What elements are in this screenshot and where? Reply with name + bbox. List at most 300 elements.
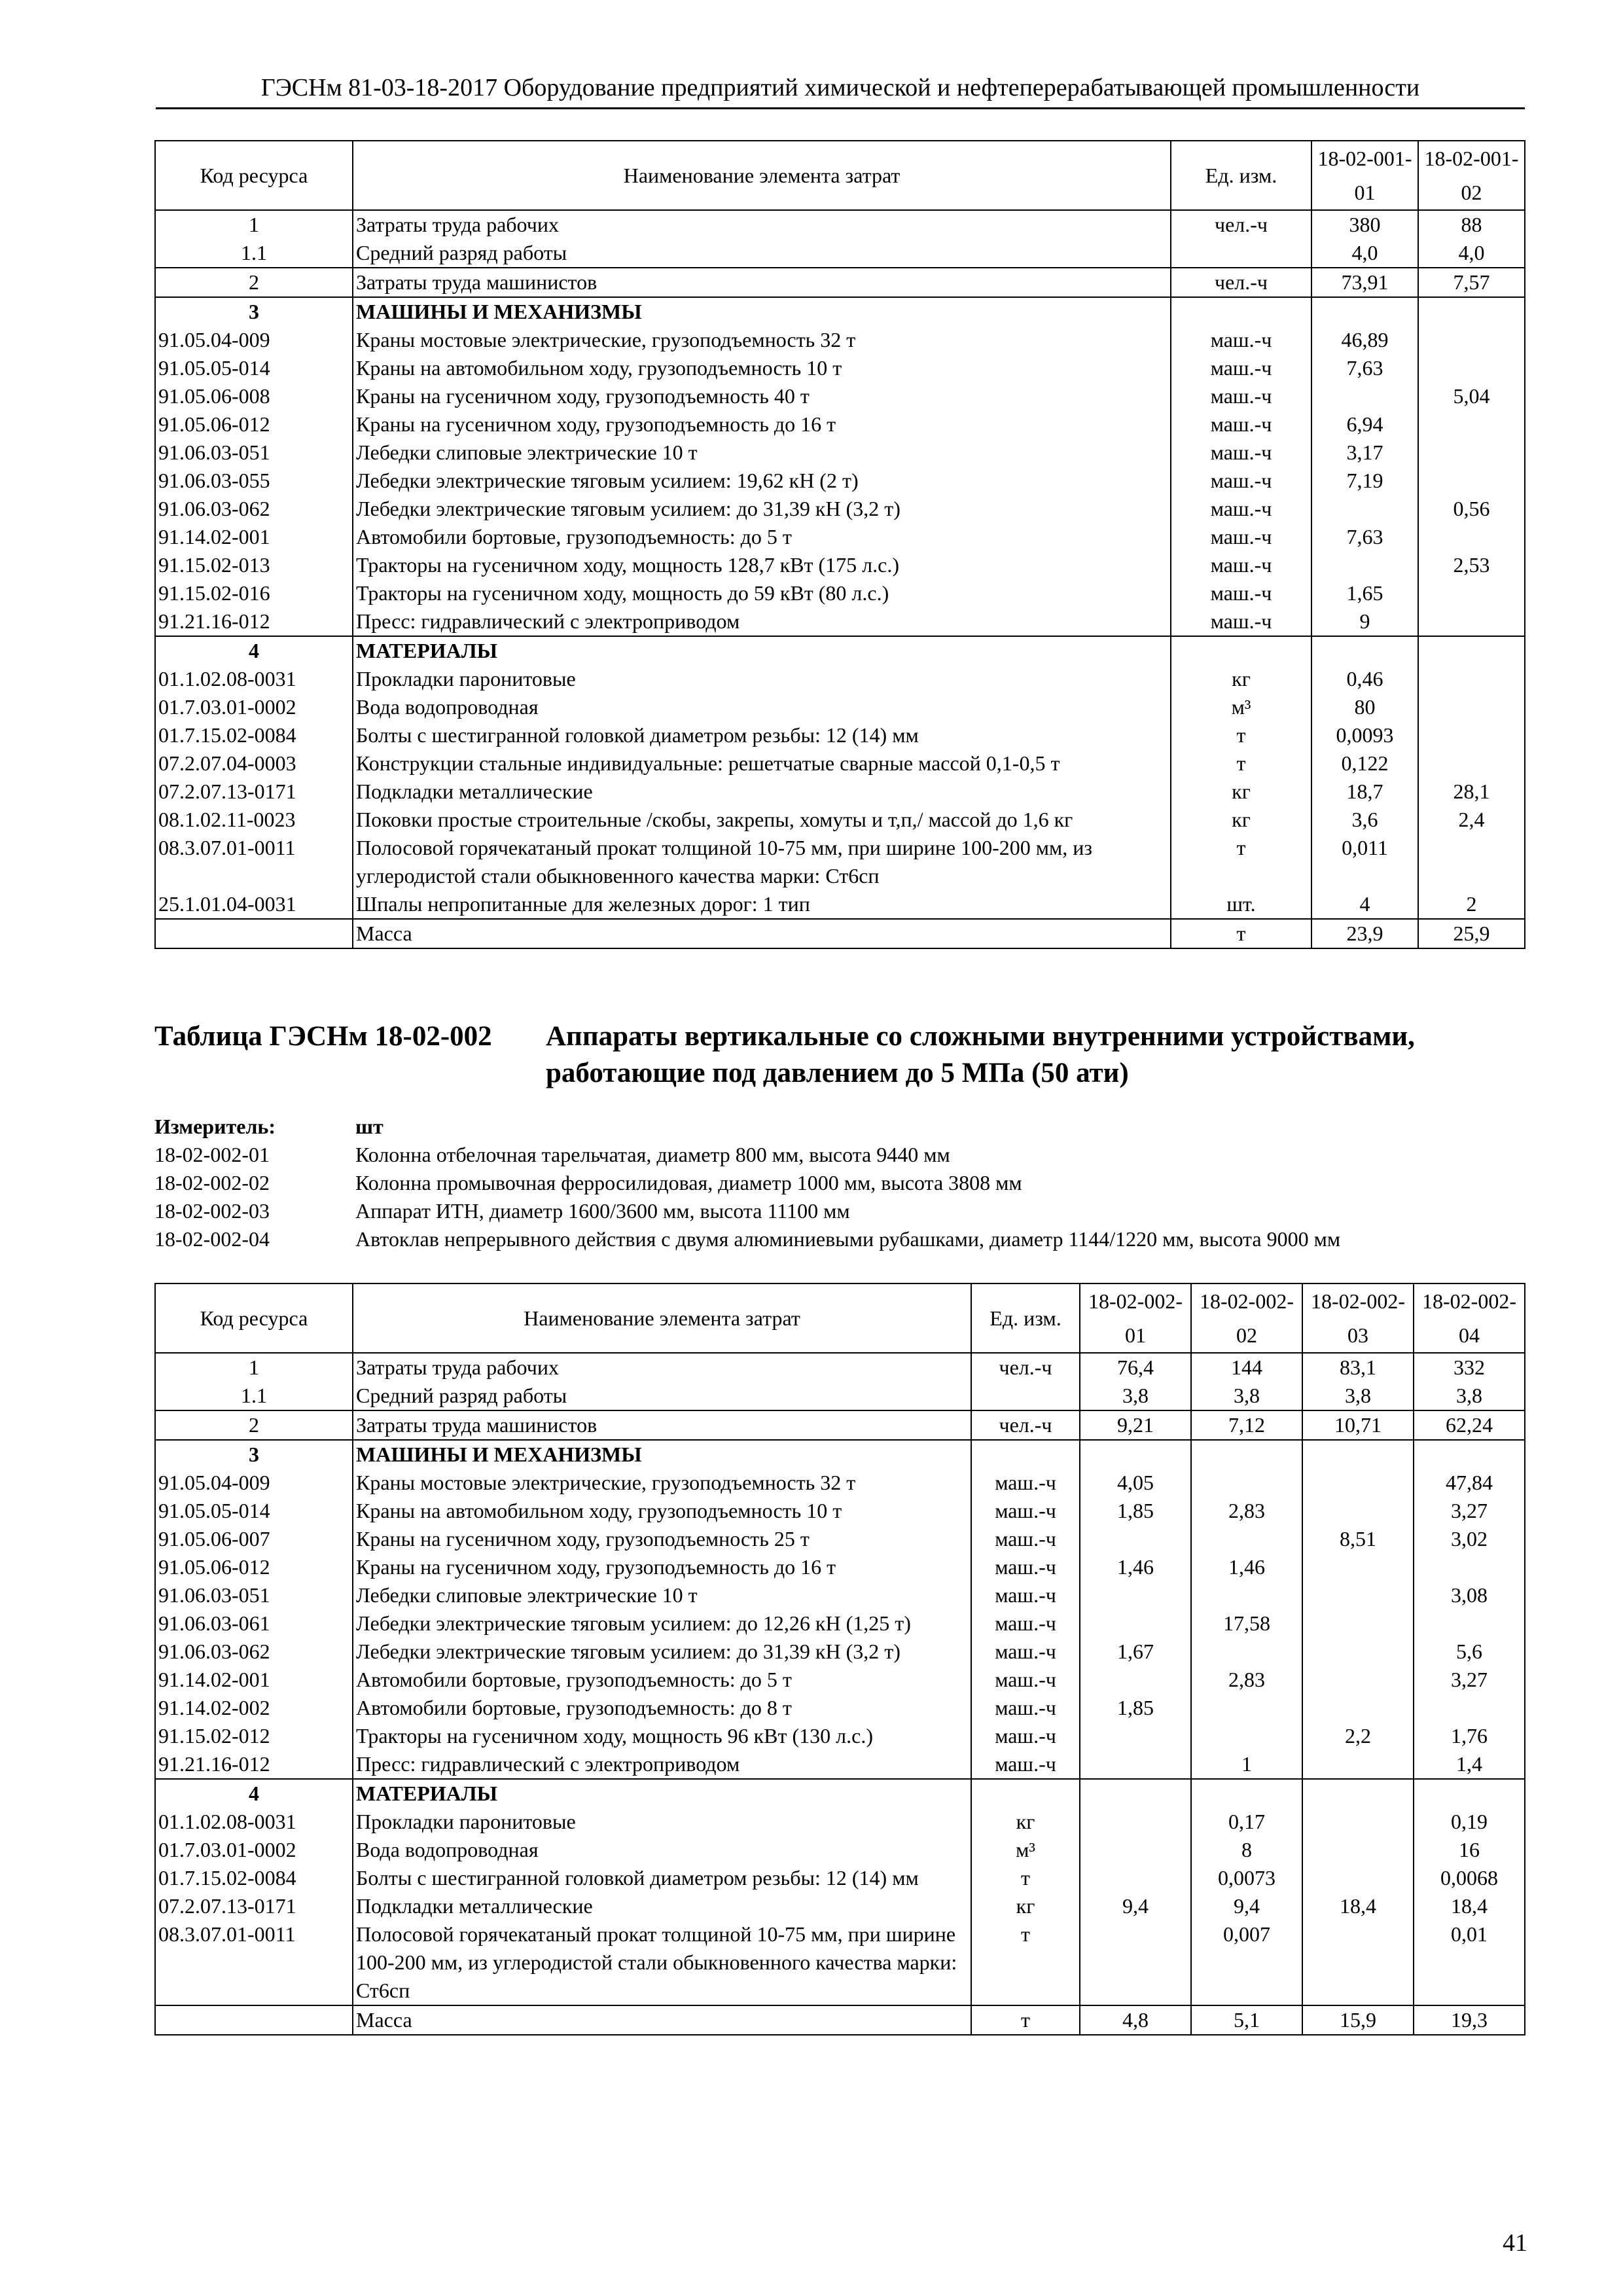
- resource-name: Масса: [353, 2005, 971, 2035]
- resource-code: 91.14.02-001: [155, 523, 353, 551]
- resource-value: 17,58: [1191, 1609, 1302, 1638]
- resource-unit: маш.-ч: [1171, 523, 1311, 551]
- table-row: [155, 1382, 1525, 1410]
- resource-value: [1311, 382, 1418, 410]
- column-header: 18-02-001-02: [1418, 141, 1525, 210]
- meter-value: шт: [355, 1115, 383, 1138]
- resource-unit: кг: [1171, 665, 1311, 693]
- resource-name: МАШИНЫ И МЕХАНИЗМЫ: [353, 1440, 971, 1469]
- table-row: [155, 1581, 1525, 1609]
- resource-value: 144: [1191, 1353, 1302, 1382]
- table-row: [155, 326, 1525, 354]
- column-header: Ед. изм.: [1171, 141, 1311, 210]
- resource-code: 1: [155, 210, 353, 239]
- resource-code: 4: [155, 636, 353, 665]
- resource-value: [1080, 1666, 1191, 1694]
- resource-value: [1418, 693, 1525, 721]
- table-row: [155, 239, 1525, 268]
- table-row: [155, 1525, 1525, 1553]
- meter-item-code: 18-02-002-04: [154, 1227, 270, 1251]
- resource-value: [1302, 1808, 1414, 1836]
- resource-value: [1418, 607, 1525, 636]
- resource-name: Прокладки паронитовые: [353, 665, 1171, 693]
- resource-value: [1302, 1469, 1414, 1497]
- resource-value: [1302, 1666, 1414, 1694]
- resource-name: Пресс: гидравлический с электроприводом: [353, 607, 1171, 636]
- resource-code: 3: [155, 1440, 353, 1469]
- resource-value: 1,76: [1414, 1722, 1525, 1750]
- resource-value: 0,122: [1311, 749, 1418, 778]
- resource-value: [1302, 1864, 1414, 1892]
- table-row: [155, 579, 1525, 607]
- resource-value: 1,67: [1080, 1638, 1191, 1666]
- meter-item-text: Колонна промывочная ферросилидовая, диаметр 1000 мм, высота 3808 мм: [355, 1171, 1022, 1194]
- resource-value: 5,1: [1191, 2005, 1302, 2035]
- page-number: 41: [1503, 2229, 1527, 2257]
- resource-value: 7,12: [1191, 1410, 1302, 1440]
- table-row: [155, 1750, 1525, 1779]
- resource-name: Шпалы непропитанные для железных дорог: 1 тип: [353, 890, 1171, 919]
- resource-value: [1302, 1638, 1414, 1666]
- resource-value: [1418, 749, 1525, 778]
- resource-value: [1191, 1779, 1302, 1808]
- resource-code: 91.15.02-012: [155, 1722, 353, 1750]
- resource-value: 18,4: [1302, 1892, 1414, 1920]
- meter-label: Измеритель:: [154, 1115, 276, 1138]
- resource-name: Краны на гусеничном ходу, грузоподъемность до 16 т: [353, 1553, 971, 1581]
- resource-unit: маш.-ч: [971, 1609, 1080, 1638]
- resource-name: МАТЕРИАЛЫ: [353, 636, 1171, 665]
- resource-name: Пресс: гидравлический с электроприводом: [353, 1750, 971, 1779]
- resource-code: 4: [155, 1779, 353, 1808]
- resource-value: 10,71: [1302, 1410, 1414, 1440]
- resource-name: Затраты труда рабочих: [353, 1353, 971, 1382]
- resource-value: 46,89: [1311, 326, 1418, 354]
- resource-unit: т: [1171, 721, 1311, 749]
- table-row: [155, 1497, 1525, 1525]
- resource-name: Болты с шестигранной головкой диаметром резьбы: 12 (14) мм: [353, 721, 1171, 749]
- running-header: ГЭСНм 81-03-18-2017 Оборудование предприятий химической и нефтеперерабатывающей промышленности: [156, 73, 1525, 109]
- column-header: Код ресурса: [155, 1283, 353, 1353]
- resource-unit: шт.: [1171, 890, 1311, 919]
- meter-item: [154, 1225, 1529, 1253]
- resource-value: [1418, 721, 1525, 749]
- resource-code: 1.1: [155, 239, 353, 268]
- resource-value: 4: [1311, 890, 1418, 919]
- resource-value: 18,7: [1311, 778, 1418, 806]
- resource-code: 01.7.03.01-0002: [155, 1836, 353, 1864]
- resource-unit: маш.-ч: [1171, 382, 1311, 410]
- resource-code: 91.14.02-001: [155, 1666, 353, 1694]
- resource-unit: чел.-ч: [1171, 268, 1311, 297]
- resource-code: 01.7.15.02-0084: [155, 1864, 353, 1892]
- meter-item-text: Колонна отбелочная тарельчатая, диаметр 800 мм, высота 9440 мм: [355, 1143, 950, 1166]
- resource-value: 3,08: [1414, 1581, 1525, 1609]
- column-header: Ед. изм.: [971, 1283, 1080, 1353]
- resource-name: Лебедки электрические тяговым усилием: до 31,39 кН (3,2 т): [353, 1638, 971, 1666]
- resource-value: 7,63: [1311, 523, 1418, 551]
- resource-value: [1191, 1694, 1302, 1722]
- resource-value: [1302, 1440, 1414, 1469]
- resource-code: 2: [155, 1410, 353, 1440]
- resource-value: 76,4: [1080, 1353, 1191, 1382]
- table-row: [155, 806, 1525, 834]
- resource-unit: т: [971, 1920, 1080, 2005]
- resource-name: Краны на автомобильном ходу, грузоподъемность 10 т: [353, 1497, 971, 1525]
- resource-value: [1302, 1920, 1414, 2005]
- table-row: [155, 297, 1525, 326]
- resource-code: 91.06.03-051: [155, 439, 353, 467]
- resource-value: [1418, 636, 1525, 665]
- resource-unit: [1171, 636, 1311, 665]
- resource-value: 0,01: [1414, 1920, 1525, 2005]
- resource-value: [1418, 579, 1525, 607]
- resource-value: [1080, 1581, 1191, 1609]
- resource-value: [1302, 1694, 1414, 1722]
- resource-code: 07.2.07.04-0003: [155, 749, 353, 778]
- resource-value: 0,0093: [1311, 721, 1418, 749]
- resource-code: 91.05.06-007: [155, 1525, 353, 1553]
- resource-value: [1191, 1440, 1302, 1469]
- table-row: [155, 354, 1525, 382]
- table-heading-title: Аппараты вертикальные со сложными внутренними устройствами, работающие под давлением до 5 МПа (50 ати): [546, 1021, 1415, 1088]
- resource-unit: маш.-ч: [1171, 467, 1311, 495]
- resource-value: [1080, 1722, 1191, 1750]
- table-heading-label: Таблица ГЭСНм 18-02-002: [154, 1021, 492, 1052]
- table-row: [155, 1440, 1525, 1469]
- resource-unit: чел.-ч: [1171, 210, 1311, 239]
- resource-code: 01.1.02.08-0031: [155, 665, 353, 693]
- resource-value: 3,02: [1414, 1525, 1525, 1553]
- column-header: 18-02-002-02: [1191, 1283, 1302, 1353]
- table-row: [155, 1666, 1525, 1694]
- resource-value: 28,1: [1418, 778, 1525, 806]
- resource-value: [1418, 326, 1525, 354]
- resource-value: 7,19: [1311, 467, 1418, 495]
- table-row: [155, 1779, 1525, 1808]
- resource-value: 0,19: [1414, 1808, 1525, 1836]
- resource-value: 2: [1418, 890, 1525, 919]
- resource-name: МАШИНЫ И МЕХАНИЗМЫ: [353, 297, 1171, 326]
- resource-value: [1080, 1750, 1191, 1779]
- resource-name: МАТЕРИАЛЫ: [353, 1779, 971, 1808]
- resource-value: 2,4: [1418, 806, 1525, 834]
- resource-name: Лебедки слиповые электрические 10 т: [353, 439, 1171, 467]
- resource-value: [1080, 1864, 1191, 1892]
- table-row: [155, 721, 1525, 749]
- resource-unit: т: [971, 2005, 1080, 2035]
- resource-unit: м³: [1171, 693, 1311, 721]
- meter-item-code: 18-02-002-02: [154, 1171, 270, 1194]
- resource-value: [1080, 1440, 1191, 1469]
- resource-unit: [1171, 297, 1311, 326]
- resource-name: Затраты труда машинистов: [353, 268, 1171, 297]
- resource-value: 7,57: [1418, 268, 1525, 297]
- meter-item-code: 18-02-002-01: [154, 1143, 270, 1166]
- resource-value: [1311, 551, 1418, 579]
- meter-item-code: 18-02-002-03: [154, 1199, 270, 1223]
- table-row: [155, 210, 1525, 239]
- table-header-row: [155, 1283, 1525, 1353]
- resource-name: Краны на гусеничном ходу, грузоподъемность 25 т: [353, 1525, 971, 1553]
- resource-value: 6,94: [1311, 410, 1418, 439]
- resource-unit: кг: [1171, 778, 1311, 806]
- table-row: [155, 607, 1525, 636]
- resource-name: Средний разряд работы: [353, 239, 1171, 268]
- table-row: [155, 410, 1525, 439]
- resource-value: 3,8: [1414, 1382, 1525, 1410]
- resource-code: 3: [155, 297, 353, 326]
- resource-value: 1,46: [1080, 1553, 1191, 1581]
- resource-code: 91.05.04-009: [155, 1469, 353, 1497]
- table-row: [155, 919, 1525, 948]
- resource-unit: кг: [971, 1808, 1080, 1836]
- resource-code: 91.14.02-002: [155, 1694, 353, 1722]
- resource-value: 8,51: [1302, 1525, 1414, 1553]
- resource-name: Тракторы на гусеничном ходу, мощность до 59 кВт (80 л.с.): [353, 579, 1171, 607]
- resource-unit: т: [1171, 919, 1311, 948]
- resource-value: [1418, 523, 1525, 551]
- resource-code: 1.1: [155, 1382, 353, 1410]
- meter-item: [154, 1141, 1529, 1169]
- table-row: [155, 1920, 1525, 2005]
- resource-value: [1311, 495, 1418, 523]
- resource-name: Поковки простые строительные /скобы, закрепы, хомуты и т,п,/ массой до 1,6 кг: [353, 806, 1171, 834]
- resource-code: 08.3.07.01-0011: [155, 1920, 353, 2005]
- resource-name: Полосовой горячекатаный прокат толщиной 10-75 мм, при ширине 100-200 мм, из углеродистой стали обыкновенного качества марки: Ст6сп: [353, 1920, 971, 2005]
- resource-value: 0,46: [1311, 665, 1418, 693]
- resource-unit: т: [1171, 834, 1311, 890]
- resource-name: Лебедки электрические тяговым усилием: до 12,26 кН (1,25 т): [353, 1609, 971, 1638]
- resource-code: 08.3.07.01-0011: [155, 834, 353, 890]
- resource-code: 01.1.02.08-0031: [155, 1808, 353, 1836]
- meter-item-text: Аппарат ИТН, диаметр 1600/3600 мм, высота 11100 мм: [355, 1199, 850, 1223]
- meter-item: [154, 1197, 1529, 1225]
- resource-unit: т: [1171, 749, 1311, 778]
- resource-value: 3,8: [1191, 1382, 1302, 1410]
- resource-value: 1,65: [1311, 579, 1418, 607]
- resource-unit: маш.-ч: [1171, 579, 1311, 607]
- resource-name: Вода водопроводная: [353, 693, 1171, 721]
- resource-value: [1302, 1750, 1414, 1779]
- resource-code: 91.06.03-061: [155, 1609, 353, 1638]
- resource-name: Средний разряд работы: [353, 1382, 971, 1410]
- resource-value: [1191, 1581, 1302, 1609]
- resource-unit: маш.-ч: [971, 1553, 1080, 1581]
- resource-value: [1418, 834, 1525, 890]
- resource-value: 2,2: [1302, 1722, 1414, 1750]
- resource-name: Прокладки паронитовые: [353, 1808, 971, 1836]
- column-header: Наименование элемента затрат: [353, 141, 1171, 210]
- resource-unit: маш.-ч: [971, 1581, 1080, 1609]
- resource-name: Автомобили бортовые, грузоподъемность: до 5 т: [353, 523, 1171, 551]
- column-header: 18-02-001-01: [1311, 141, 1418, 210]
- table-row: [155, 439, 1525, 467]
- resource-unit: маш.-ч: [971, 1722, 1080, 1750]
- resource-value: [1302, 1779, 1414, 1808]
- resource-value: [1418, 467, 1525, 495]
- resource-code: 91.05.06-012: [155, 1553, 353, 1581]
- resource-value: [1080, 1525, 1191, 1553]
- resource-table-18-02-002: [154, 1283, 1525, 2036]
- resource-value: 9,21: [1080, 1410, 1191, 1440]
- table-row: [155, 523, 1525, 551]
- resource-name: Тракторы на гусеничном ходу, мощность 96 кВт (130 л.с.): [353, 1722, 971, 1750]
- resource-unit: маш.-ч: [971, 1694, 1080, 1722]
- table-row: [155, 1836, 1525, 1864]
- resource-value: [1418, 439, 1525, 467]
- resource-code: 08.1.02.11-0023: [155, 806, 353, 834]
- resource-name: Автомобили бортовые, грузоподъемность: до 8 т: [353, 1694, 971, 1722]
- resource-value: [1414, 1779, 1525, 1808]
- column-header: 18-02-002-03: [1302, 1283, 1414, 1353]
- resource-unit: [971, 1382, 1080, 1410]
- resource-unit: [971, 1440, 1080, 1469]
- resource-value: 80: [1311, 693, 1418, 721]
- resource-value: 3,27: [1414, 1497, 1525, 1525]
- resource-unit: маш.-ч: [971, 1469, 1080, 1497]
- resource-code: 91.06.03-062: [155, 495, 353, 523]
- resource-name: Краны на гусеничном ходу, грузоподъемность до 16 т: [353, 410, 1171, 439]
- resource-value: 73,91: [1311, 268, 1418, 297]
- resource-value: 1,85: [1080, 1694, 1191, 1722]
- resource-code: 91.05.06-008: [155, 382, 353, 410]
- resource-value: [1302, 1497, 1414, 1525]
- resource-value: [1080, 1808, 1191, 1836]
- resource-value: 0,0068: [1414, 1864, 1525, 1892]
- column-header: 18-02-002-01: [1080, 1283, 1191, 1353]
- resource-unit: маш.-ч: [1171, 551, 1311, 579]
- resource-value: 332: [1414, 1353, 1525, 1382]
- resource-value: [1191, 1469, 1302, 1497]
- resource-value: [1080, 1779, 1191, 1808]
- table-row: [155, 382, 1525, 410]
- resource-code: 91.05.06-012: [155, 410, 353, 439]
- resource-value: [1414, 1609, 1525, 1638]
- resource-code: 25.1.01.04-0031: [155, 890, 353, 919]
- meter-item: [154, 1169, 1529, 1197]
- column-header: Наименование элемента затрат: [353, 1283, 971, 1353]
- resource-value: 380: [1311, 210, 1418, 239]
- resource-value: 2,83: [1191, 1497, 1302, 1525]
- table-row: [155, 1722, 1525, 1750]
- resource-code: 91.21.16-012: [155, 607, 353, 636]
- resource-value: [1414, 1553, 1525, 1581]
- table-row: [155, 890, 1525, 919]
- resource-value: 23,9: [1311, 919, 1418, 948]
- resource-unit: маш.-ч: [971, 1638, 1080, 1666]
- meter-row: [154, 1113, 1529, 1141]
- resource-unit: маш.-ч: [1171, 326, 1311, 354]
- resource-unit: маш.-ч: [1171, 439, 1311, 467]
- resource-value: 3,6: [1311, 806, 1418, 834]
- resource-code: 01.7.03.01-0002: [155, 693, 353, 721]
- resource-value: [1302, 1553, 1414, 1581]
- resource-value: 7,63: [1311, 354, 1418, 382]
- resource-value: [1311, 297, 1418, 326]
- table-row: [155, 749, 1525, 778]
- resource-value: [1302, 1581, 1414, 1609]
- resource-value: [1418, 297, 1525, 326]
- resource-value: 4,05: [1080, 1469, 1191, 1497]
- resource-name: Краны мостовые электрические, грузоподъемность 32 т: [353, 1469, 971, 1497]
- resource-unit: маш.-ч: [1171, 607, 1311, 636]
- resource-unit: маш.-ч: [971, 1750, 1080, 1779]
- table-row: [155, 636, 1525, 665]
- resource-value: 0,17: [1191, 1808, 1302, 1836]
- resource-value: [1414, 1440, 1525, 1469]
- resource-unit: чел.-ч: [971, 1353, 1080, 1382]
- resource-value: 1: [1191, 1750, 1302, 1779]
- table-row: [155, 1609, 1525, 1638]
- resource-name: Краны на автомобильном ходу, грузоподъемность 10 т: [353, 354, 1171, 382]
- resource-value: [1414, 1694, 1525, 1722]
- resource-code: 91.05.04-009: [155, 326, 353, 354]
- resource-name: Лебедки слиповые электрические 10 т: [353, 1581, 971, 1609]
- resource-value: 4,8: [1080, 2005, 1191, 2035]
- resource-value: 47,84: [1414, 1469, 1525, 1497]
- resource-unit: маш.-ч: [1171, 410, 1311, 439]
- resource-name: Автомобили бортовые, грузоподъемность: до 5 т: [353, 1666, 971, 1694]
- resource-value: [1418, 354, 1525, 382]
- resource-value: 5,6: [1414, 1638, 1525, 1666]
- table-row: [155, 1553, 1525, 1581]
- resource-value: 9: [1311, 607, 1418, 636]
- resource-value: 18,4: [1414, 1892, 1525, 1920]
- table-row: [155, 665, 1525, 693]
- table-row: [155, 495, 1525, 523]
- resource-name: Краны мостовые электрические, грузоподъемность 32 т: [353, 326, 1171, 354]
- resource-value: 16: [1414, 1836, 1525, 1864]
- resource-value: 0,0073: [1191, 1864, 1302, 1892]
- resource-name: Затраты труда рабочих: [353, 210, 1171, 239]
- table-row: [155, 1694, 1525, 1722]
- resource-unit: маш.-ч: [971, 1497, 1080, 1525]
- resource-value: 19,3: [1414, 2005, 1525, 2035]
- resource-value: [1302, 1836, 1414, 1864]
- resource-unit: м³: [971, 1836, 1080, 1864]
- resource-value: 88: [1418, 210, 1525, 239]
- resource-unit: маш.-ч: [971, 1525, 1080, 1553]
- resource-value: 3,17: [1311, 439, 1418, 467]
- resource-code: 1: [155, 1353, 353, 1382]
- resource-name: Полосовой горячекатаный прокат толщиной 10-75 мм, при ширине 100-200 мм, из углеродистой стали обыкновенного качества марки: Ст6сп: [353, 834, 1171, 890]
- resource-unit: кг: [1171, 806, 1311, 834]
- resource-value: 4,0: [1418, 239, 1525, 268]
- resource-unit: маш.-ч: [1171, 354, 1311, 382]
- table-row: [155, 834, 1525, 890]
- resource-value: 1,4: [1414, 1750, 1525, 1779]
- table-body: [155, 210, 1525, 948]
- resource-unit: маш.-ч: [1171, 495, 1311, 523]
- resource-value: 62,24: [1414, 1410, 1525, 1440]
- resource-unit: кг: [971, 1892, 1080, 1920]
- resource-value: 15,9: [1302, 2005, 1414, 2035]
- resource-code: 01.7.15.02-0084: [155, 721, 353, 749]
- resource-table-18-02-001: [154, 140, 1525, 949]
- resource-code: 91.06.03-051: [155, 1581, 353, 1609]
- resource-name: Лебедки электрические тяговым усилием: до 31,39 кН (3,2 т): [353, 495, 1171, 523]
- resource-unit: т: [971, 1864, 1080, 1892]
- table-row: [155, 1808, 1525, 1836]
- table-row: [155, 1638, 1525, 1666]
- resource-value: 3,8: [1302, 1382, 1414, 1410]
- resource-code: 2: [155, 268, 353, 297]
- table-row: [155, 1469, 1525, 1497]
- resource-code: 91.15.02-016: [155, 579, 353, 607]
- resource-name: Подкладки металлические: [353, 1892, 971, 1920]
- resource-name: Болты с шестигранной головкой диаметром резьбы: 12 (14) мм: [353, 1864, 971, 1892]
